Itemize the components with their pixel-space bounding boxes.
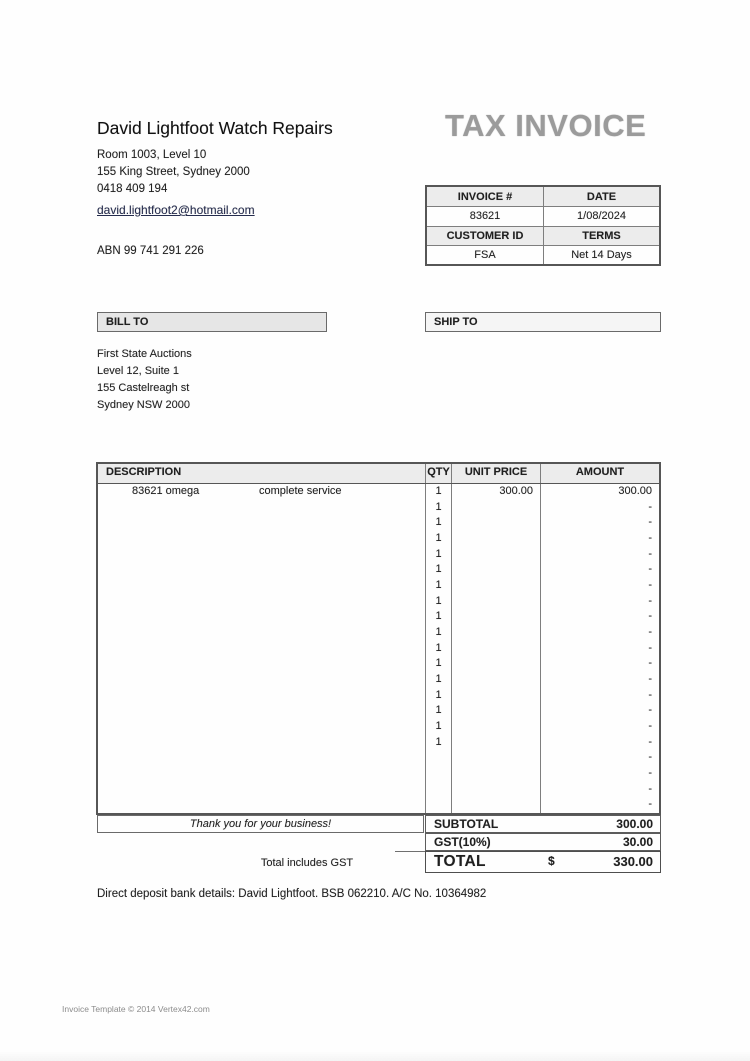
item-amount-cell: -: [648, 563, 652, 576]
item-description-cell: [98, 562, 426, 578]
item-row: [98, 609, 659, 625]
item-row: [98, 735, 659, 751]
item-amount-cell: -: [648, 688, 652, 701]
item-row: [98, 531, 659, 547]
item-unit-price-cell: [452, 797, 541, 813]
date-label: DATE: [543, 187, 659, 206]
item-unit-price-cell: [452, 782, 541, 798]
item-qty-cell: 1: [426, 656, 452, 672]
item-row: [98, 703, 659, 719]
item-description-cell: [98, 609, 426, 625]
item-amount-cell: -: [648, 798, 652, 811]
item-amount-cell: -: [648, 594, 652, 607]
item-qty-cell: 1: [426, 735, 452, 751]
bill-to-line1: First State Auctions: [97, 348, 192, 360]
ship-to-header: SHIP TO: [425, 312, 661, 332]
item-qty-cell: 1: [426, 562, 452, 578]
bill-to-line4: Sydney NSW 2000: [97, 399, 190, 411]
item-row: [98, 500, 659, 516]
item-unit-price-cell: [452, 515, 541, 531]
item-row: [98, 766, 659, 782]
item-amount-cell: -: [648, 579, 652, 592]
item-unit-price-cell: [452, 750, 541, 766]
item-amount-cell: -: [648, 516, 652, 529]
item-unit-price-cell: [452, 719, 541, 735]
item-description-cell: [98, 578, 426, 594]
item-amount-cell: -: [648, 626, 652, 639]
invoice-number-value: 83621: [427, 206, 543, 225]
item-unit-price-cell: [452, 688, 541, 704]
gst-value: 30.00: [622, 835, 653, 849]
company-address-line1: Room 1003, Level 10: [97, 149, 207, 161]
item-qty-cell: 1: [426, 688, 452, 704]
item-description-cell: [98, 500, 426, 516]
item-row: [98, 547, 659, 563]
item-unit-price-cell: 300.00: [452, 484, 541, 500]
item-amount-cell: -: [648, 735, 652, 748]
item-unit-price-cell: [452, 703, 541, 719]
unit-price-column-header: UNIT PRICE: [452, 464, 541, 483]
items-rows: [98, 484, 659, 813]
item-amount-cell: -: [648, 673, 652, 686]
item-qty-cell: 1: [426, 719, 452, 735]
item-description-text: 83621 omega: [132, 485, 200, 497]
customer-id-label: CUSTOMER ID: [427, 226, 543, 245]
item-qty-cell: 1: [426, 703, 452, 719]
item-description-cell: [98, 782, 426, 798]
item-unit-price-cell: [452, 594, 541, 610]
item-unit-price-cell: [452, 766, 541, 782]
item-row: [98, 578, 659, 594]
date-value: 1/08/2024: [543, 206, 659, 225]
item-description-cell: [98, 719, 426, 735]
total-value: 330.00: [613, 854, 653, 869]
item-description-cell: [98, 688, 426, 704]
item-description-cell: [98, 531, 426, 547]
item-amount-cell: -: [648, 657, 652, 670]
item-description-cell: [98, 515, 426, 531]
item-description-cell: [98, 547, 426, 563]
item-description-cell: [98, 703, 426, 719]
item-qty-cell: 1: [426, 578, 452, 594]
template-credit: Invoice Template © 2014 Vertex42.com: [62, 1004, 210, 1014]
item-amount-cell: -: [648, 500, 652, 513]
item-row: [98, 641, 659, 657]
item-amount-cell: -: [648, 610, 652, 623]
item-amount-cell: -: [648, 641, 652, 654]
item-description-cell: [98, 594, 426, 610]
item-qty-cell: [426, 750, 452, 766]
item-description-cell: [98, 625, 426, 641]
document-title: TAX INVOICE: [445, 108, 647, 143]
item-unit-price-cell: [452, 625, 541, 641]
item-qty-cell: 1: [426, 500, 452, 516]
item-description-cell: [98, 672, 426, 688]
description-column-header: DESCRIPTION: [98, 464, 426, 483]
item-amount-cell: -: [648, 704, 652, 717]
item-unit-price-cell: [452, 500, 541, 516]
item-row: [98, 688, 659, 704]
company-email-link[interactable]: david.lightfoot2@hotmail.com: [97, 203, 255, 217]
item-qty-cell: 1: [426, 547, 452, 563]
item-unit-price-cell: [452, 609, 541, 625]
items-table: [96, 462, 661, 815]
item-qty-cell: 1: [426, 625, 452, 641]
item-row: [98, 797, 659, 813]
terms-label: TERMS: [543, 226, 659, 245]
bill-to-address: [97, 346, 192, 414]
item-amount-cell: -: [648, 782, 652, 795]
item-row: [98, 484, 659, 500]
item-unit-price-cell: [452, 562, 541, 578]
item-qty-cell: 1: [426, 672, 452, 688]
item-row: [98, 656, 659, 672]
subtotal-label: SUBTOTAL: [434, 817, 499, 831]
item-qty-cell: 1: [426, 594, 452, 610]
item-amount-cell: -: [648, 547, 652, 560]
bank-details: Direct deposit bank details: David Lightfoot. BSB 062210. A/C No. 10364982: [97, 888, 487, 900]
company-address-line2: 155 King Street, Sydney 2000: [97, 166, 250, 178]
items-table-header: [98, 464, 659, 484]
invoice-number-label: INVOICE #: [427, 187, 543, 206]
subtotal-value: 300.00: [616, 817, 653, 831]
bill-to-line2: Level 12, Suite 1: [97, 365, 179, 377]
company-abn: ABN 99 741 291 226: [97, 245, 204, 257]
amount-column-header: AMOUNT: [575, 466, 625, 478]
invoice-meta-table: [425, 185, 661, 266]
item-description-cell: [98, 641, 426, 657]
item-qty-cell: [426, 797, 452, 813]
item-row: [98, 562, 659, 578]
item-row: [98, 625, 659, 641]
item-description-cell: [98, 656, 426, 672]
item-row: [98, 515, 659, 531]
gst-row: [425, 833, 661, 851]
company-name: David Lightfoot Watch Repairs: [97, 118, 333, 138]
bill-to-line3: 155 Castelreagh st: [97, 382, 190, 394]
item-row: [98, 594, 659, 610]
item-description-detail: complete service: [259, 485, 342, 497]
item-description-cell: [98, 797, 426, 813]
gst-label: GST(10%): [434, 835, 491, 849]
includes-gst-note: Total includes GST: [260, 857, 354, 869]
qty-column-header: QTY: [426, 464, 452, 483]
item-row: [98, 782, 659, 798]
item-qty-cell: [426, 782, 452, 798]
item-unit-price-cell: [452, 735, 541, 751]
item-qty-cell: [426, 766, 452, 782]
total-row-left-tick: [395, 851, 425, 852]
item-unit-price-cell: [452, 656, 541, 672]
total-label: TOTAL: [434, 853, 486, 870]
item-qty-cell: 1: [426, 484, 452, 500]
item-description-cell: [98, 750, 426, 766]
thank-you-message: Thank you for your business!: [97, 815, 424, 833]
item-description-cell: [98, 766, 426, 782]
item-unit-price-cell: [452, 531, 541, 547]
item-amount-cell: -: [648, 767, 652, 780]
item-row: [98, 719, 659, 735]
item-unit-price-cell: [452, 672, 541, 688]
item-description-cell: [98, 484, 426, 500]
item-amount-cell: -: [648, 720, 652, 733]
item-row: [98, 750, 659, 766]
item-qty-cell: 1: [426, 609, 452, 625]
item-qty-cell: 1: [426, 641, 452, 657]
currency-symbol: $: [548, 854, 555, 868]
item-qty-cell: 1: [426, 515, 452, 531]
item-unit-price-cell: [452, 547, 541, 563]
item-qty-cell: 1: [426, 531, 452, 547]
item-row: [98, 672, 659, 688]
item-amount-cell: -: [648, 532, 652, 545]
subtotal-row: [425, 815, 661, 833]
company-phone: 0418 409 194: [97, 183, 168, 195]
terms-value: Net 14 Days: [543, 245, 659, 264]
item-amount-cell: 300.00: [618, 485, 652, 497]
item-unit-price-cell: [452, 578, 541, 594]
item-unit-price-cell: [452, 641, 541, 657]
item-description-cell: [98, 735, 426, 751]
customer-id-value: FSA: [427, 245, 543, 264]
item-amount-cell: -: [648, 751, 652, 764]
bill-to-header: BILL TO: [97, 312, 327, 332]
